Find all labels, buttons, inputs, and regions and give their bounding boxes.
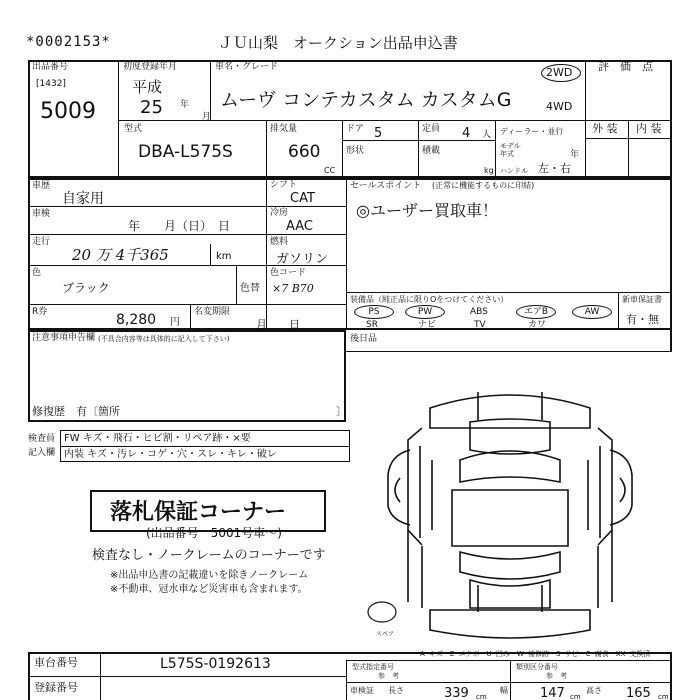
color-code: ×7 B70 [272, 282, 314, 295]
listing-number-small: [1432] [36, 79, 66, 89]
color-code-label: 色コード [270, 268, 307, 278]
sales-point: ◎ユーザー買取車！ [356, 201, 498, 220]
equipment-label: 装備品（純正品に限りOをつけてください） [350, 295, 509, 304]
km-unit: km [216, 251, 232, 262]
kg-unit: kg [484, 166, 494, 175]
inspector-row-1: FW キズ・飛石・ヒビ割・リペア跡・×要 [64, 433, 251, 444]
sales-point-label: セールスポイント [350, 181, 422, 191]
fuel: ガソリン [276, 252, 329, 267]
chassis-number: L575S-0192613 [160, 656, 271, 672]
person-unit: 人 [482, 130, 492, 140]
vehicle-name: ムーヴ コンテカスタム カスタムG [220, 89, 512, 111]
equipment-tv: TV [474, 320, 486, 330]
name-change: 月 日 [256, 318, 300, 331]
displacement: 660 [288, 142, 321, 162]
model: DBA-L575S [138, 142, 233, 162]
guarantee-line-2: ※出品申込書の記載違いを除きノークレーム [110, 570, 309, 581]
repair-close: 〕 [336, 405, 347, 418]
equipment-aw: AW [572, 305, 612, 319]
shape-label: 形状 [346, 146, 365, 156]
serial-number: *0002153* [26, 34, 111, 50]
warranty: 有・無 [626, 313, 659, 326]
equipment-navi: ナビ [418, 320, 437, 330]
name-change-label: 名変期限 [194, 307, 231, 317]
color-label: 色 [32, 268, 42, 278]
shift: CAT [290, 191, 315, 206]
ac: AAC [286, 219, 313, 234]
handle-value: 左・右 [538, 162, 571, 175]
damage-legend: A─キズ E─エクボ U─凹み W─補修跡 S─サビ C─腐食 XX─交換済 [420, 650, 651, 658]
first-registration-label: 初度登録年月 [123, 62, 178, 72]
interior-label: 内 装 [636, 122, 662, 135]
doors-label: ドア [346, 124, 364, 134]
length-label: 長さ [388, 686, 404, 695]
repair-history: 修復歴 有〔箇所 [32, 405, 120, 418]
notes-note: (不具合内容等は具体的に記入して下さい) [98, 335, 230, 343]
equipment-sr: SR [366, 320, 378, 330]
inspection-label: 車検 [32, 209, 51, 219]
width-label: 幅 [500, 686, 508, 695]
notes-label: 注意事項申告欄 [32, 333, 96, 343]
recycle-label: R券 [32, 307, 48, 317]
dealer-label: ディーラー・並行 [500, 127, 564, 136]
equipment-abs: ABS [470, 307, 488, 317]
model-year-label: モデル 年式 [500, 142, 521, 158]
equipment-airbag: エアB [516, 305, 556, 319]
exterior-label: 外 装 [592, 122, 618, 135]
inspector-label-2: 記入欄 [28, 448, 56, 458]
guarantee-title: 落札保証コーナー [110, 500, 287, 525]
mileage-label: 走行 [32, 237, 51, 247]
listing-number: 5009 [40, 99, 96, 124]
inspection: 年 月（日） 日 [128, 219, 231, 233]
model-year-suffix: 年 [570, 150, 580, 160]
color: ブラック [62, 281, 110, 295]
type-designation-label: 型式指定番号 [352, 663, 394, 671]
class-ref: 参 考 [546, 672, 567, 680]
guarantee-line-1: 検査なし・ノークレームのコーナーです [92, 548, 326, 563]
height: 165 [626, 686, 651, 700]
handle-label: ハンドル [500, 167, 528, 175]
spare-label: スペア [376, 631, 395, 638]
usage: 自家用 [62, 191, 104, 207]
equipment-leather: カワ [528, 320, 547, 330]
chassis-label: 車台番号 [34, 656, 78, 669]
guarantee-subtitle: (出品番号 5001号車〜) [146, 526, 282, 540]
drive-4wd: 4WD [546, 100, 573, 113]
drive-2wd: 2WD [546, 66, 573, 79]
cc-unit: CC [324, 166, 336, 175]
guarantee-line-3: ※不動車、冠水車など災害車も含まれます。 [110, 584, 308, 595]
shift-label: シフト [270, 180, 298, 190]
equipment-pw: PW [405, 305, 445, 319]
yen-unit: 円 [170, 317, 180, 328]
model-label: 型式 [124, 124, 143, 134]
month-unit: 月 [202, 112, 212, 122]
ac-label: 冷房 [270, 208, 289, 218]
vehicle-name-label: 車名・グレード [215, 62, 279, 72]
length: 339 [444, 686, 469, 700]
capacity: 4 [462, 126, 471, 141]
inspector-row-2: 内装 キズ・汚レ・コゲ・穴・スレ・キレ・破レ [64, 449, 277, 460]
width-unit: cm [570, 693, 581, 700]
usage-label: 車歴 [32, 181, 51, 191]
type-designation-ref: 参 考 [378, 672, 399, 680]
car-damage-diagram [360, 380, 660, 650]
inspector-label-1: 検査員 [28, 434, 56, 444]
rating-label: 評 価 点 [598, 60, 653, 73]
repaint-label: 色替 [240, 283, 260, 294]
registration-year: 25 [140, 97, 163, 118]
displacement-label: 排気量 [270, 124, 298, 134]
fuel-label: 燃料 [270, 237, 289, 247]
listing-number-label: 出品番号 [32, 62, 69, 72]
capacity-label: 定員 [422, 124, 441, 134]
recycle-fee: 8,280 [116, 312, 157, 328]
equipment-ps: PS [354, 305, 394, 319]
class-label: 類別区分番号 [516, 663, 558, 671]
load-label: 積載 [422, 146, 441, 156]
era: 平成 [132, 78, 163, 96]
length-unit: cm [476, 693, 487, 700]
back-label: 後日品 [350, 334, 378, 344]
width: 147 [540, 686, 565, 700]
mileage: 20 万 4千365 [72, 246, 169, 264]
doors: 5 [374, 126, 383, 141]
form-title: ＪＵ山梨 オークション出品申込書 [218, 34, 458, 52]
back-section [346, 330, 672, 352]
warranty-label: 新車保証書 [622, 295, 662, 304]
inspection-cert-label: 車検証 [350, 686, 374, 695]
year-unit: 年 [180, 100, 190, 110]
height-label: 高さ [586, 686, 602, 695]
height-unit: cm [658, 693, 669, 700]
plate-label: 登録番号 [34, 681, 78, 694]
sales-point-note: (正常に機能するものに印結) [432, 181, 535, 190]
